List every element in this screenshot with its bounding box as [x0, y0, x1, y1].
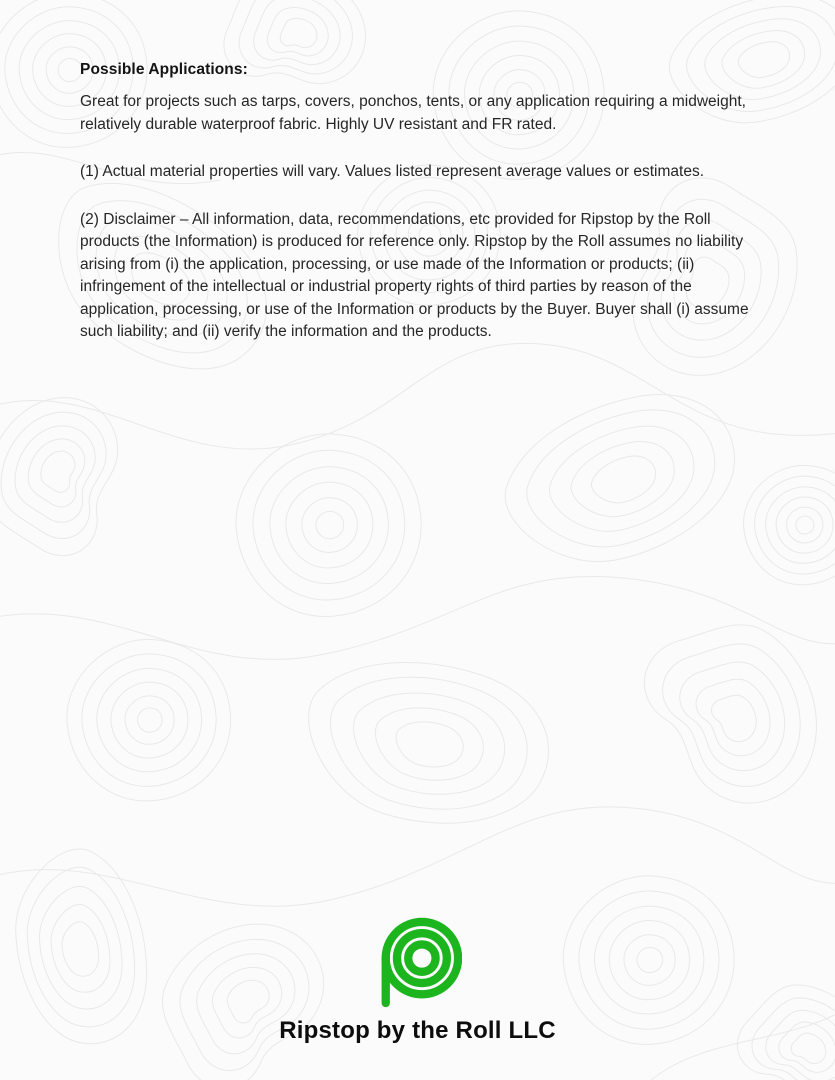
note-paragraph-1: (1) Actual material properties will vary. Values listed represent average values or estimates.	[80, 163, 705, 180]
intro-paragraph: Great for projects such as tarps, covers, ponchos, tents, or any application requiring a midweight, relatively durable waterproof fabric. Highly UV resistant and FR rated.	[80, 93, 746, 133]
company-name: Ripstop by the Roll LLC	[279, 1017, 556, 1044]
ripstop-spiral-p-logo-icon	[374, 916, 462, 1010]
footer-logo-container	[0, 916, 835, 1010]
section-heading: Possible Applications:	[80, 61, 248, 78]
document-body	[80, 61, 760, 369]
note-paragraph-2: (2) Disclaimer – All information, data, recommendations, etc provided for Ripstop by the Roll products (the Information) is produced for reference only. Ripstop by the Roll assumes no liability arising from (i) the application, processing, or use made of the Information or products; (ii) infringement of the intellectual or industrial property rights of third parties by reason of the application, processing, or use of the Information or products by the Buyer. Buyer shall (i) assume such liability; and (ii) verify the information and the products.	[80, 210, 749, 340]
